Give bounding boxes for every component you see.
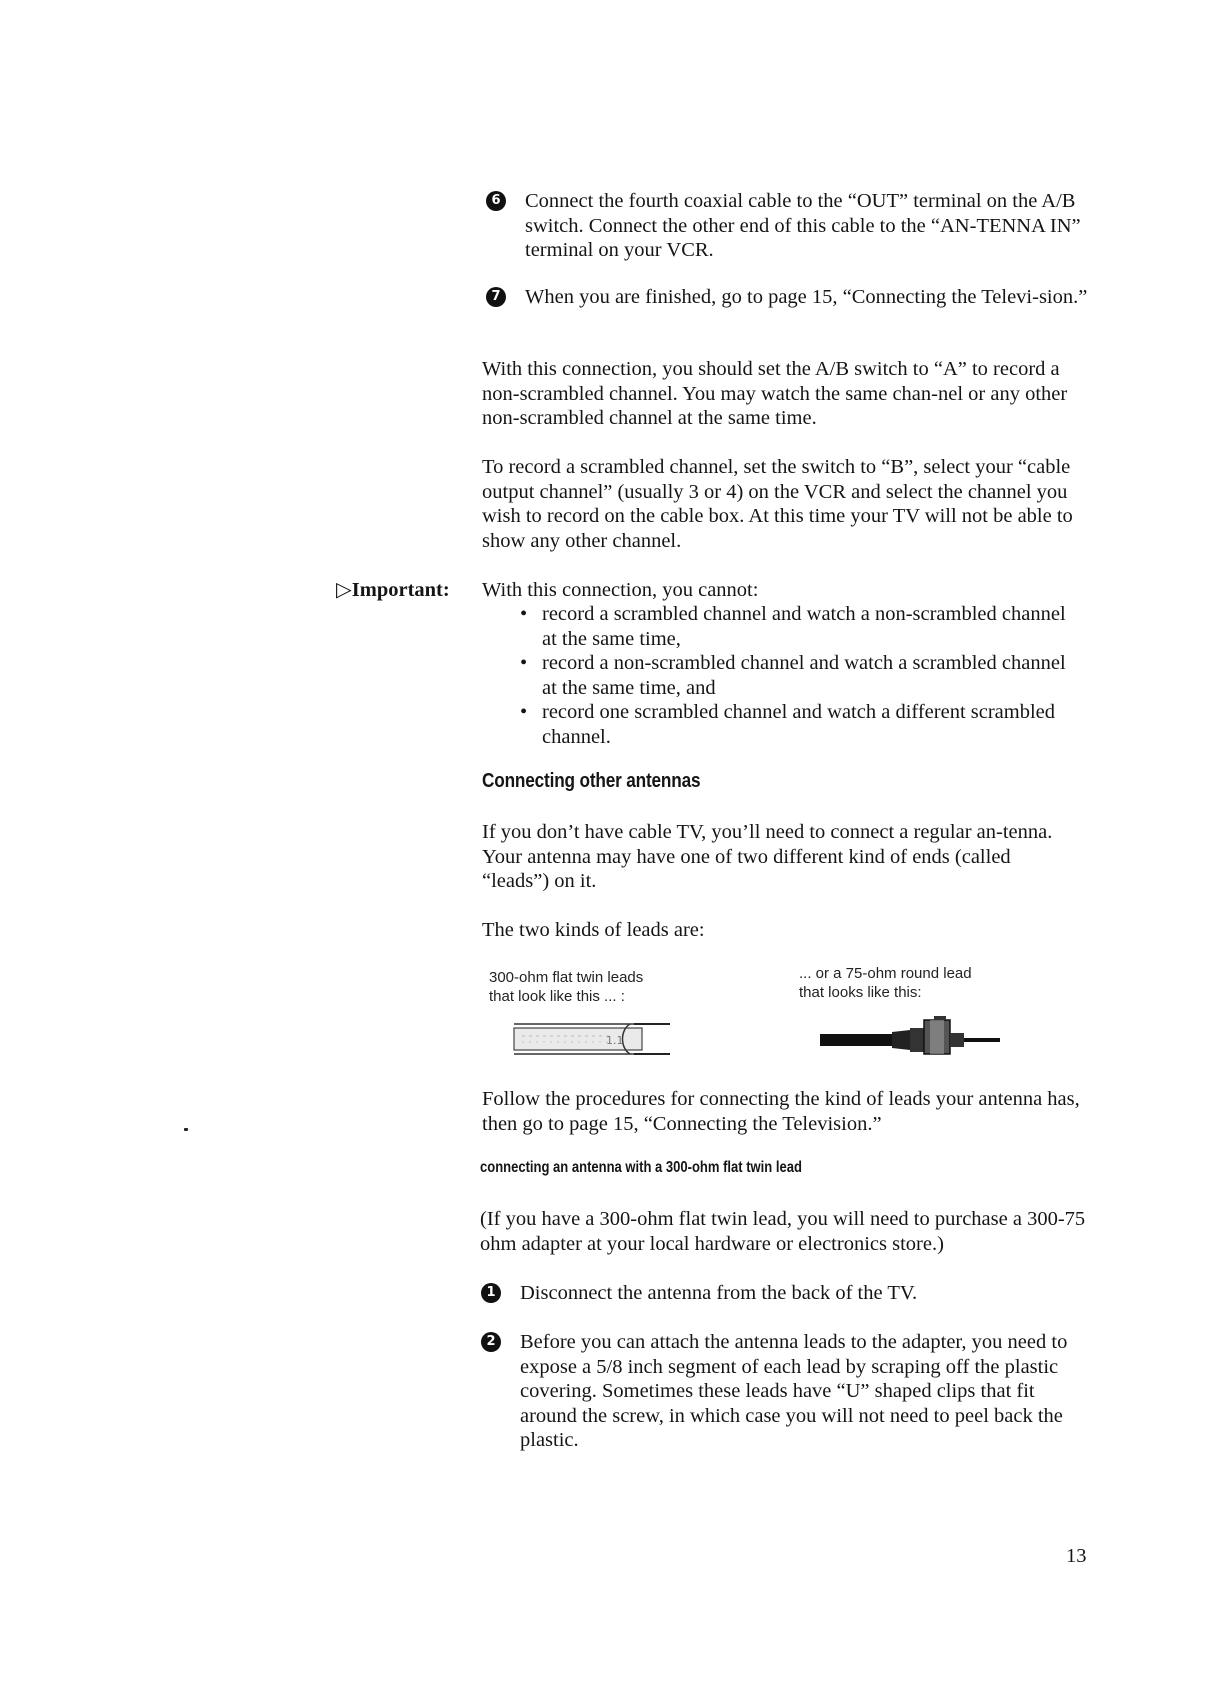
list-item: • record a scrambled channel and watch a non-scrambled channel at the same time, [520, 602, 1080, 651]
paragraph-scrambled: To record a scrambled channel, set the switch to “B”, select your “cable output channel” (usually 3 or 4) on the VCR and select the channel you wish to record on the cable box. At this time your TV will not be able to show any other channel. [482, 456, 1073, 552]
step-number-badge: 2 [481, 1332, 501, 1352]
step-number-badge: 1 [481, 1283, 501, 1303]
paragraph-follow: Follow the procedures for connecting the kind of leads your antenna has, then go to page 15, “Connecting the Television.” [482, 1088, 1080, 1135]
step-text: Before you can attach the antenna leads to the adapter, you need to expose a 5/8 inch segment of each lead by scraping off the plastic covering. Sometimes these leads have “U” shaped clips that fit around the screw, in which case you will not need to peel back the plastic. [520, 1331, 1068, 1451]
paragraph-no-cable: If you don’t have cable TV, you’ll need to connect a regular an-tenna. Your antenna may have one of two different kind of ends (called “leads”) on it. [482, 821, 1053, 892]
round-coax-lead-illustration [818, 1014, 1003, 1060]
flat-twin-lead-illustration [512, 1016, 672, 1060]
caption-line: that look like this ... : [489, 988, 625, 1005]
paragraph-ab-switch: With this connection, you should set the A/B switch to “A” to record a non-scrambled channel. You may watch the same chan-nel or any other non-scrambled channel at the same time. [482, 358, 1068, 429]
stray-mark [184, 1128, 188, 1131]
important-intro: With this connection, you cannot: [482, 579, 759, 601]
caption-line: ... or a 75-ohm round lead [799, 965, 972, 982]
caption-round-lead [799, 964, 972, 1002]
step-text: Disconnect the antenna from the back of the TV. [520, 1282, 918, 1304]
step-text: Connect the fourth coaxial cable to the “OUT” terminal on the A/B switch. Connect the other end of this cable to the “AN-TENNA IN” terminal on your VCR. [525, 190, 1081, 261]
list-item: • record a non-scrambled channel and watch a scrambled channel at the same time, and [520, 651, 1080, 700]
step-text: When you are finished, go to page 15, “Connecting the Televi-sion.” [525, 286, 1088, 308]
section-heading: Connecting other antennas [482, 770, 701, 792]
step-number-badge: 7 [486, 287, 506, 307]
caption-flat-lead [489, 968, 643, 1006]
list-item: • record one scrambled channel and watch a different scrambled channel. [520, 700, 1080, 749]
caption-line: that looks like this: [799, 984, 922, 1001]
svg-text:1.1: 1.1 [606, 1034, 624, 1047]
paragraph-adapter: (If you have a 300-ohm flat twin lead, you will need to purchase a 300-75 ohm adapter at your local hardware or electronics store.) [480, 1208, 1086, 1255]
important-label: ▷Important: [336, 579, 450, 601]
step-number-badge: 6 [486, 191, 506, 211]
subsection-heading: connecting an antenna with a 300-ohm flat twin lead [480, 1159, 802, 1176]
caption-line: 300-ohm flat twin leads [489, 969, 644, 986]
page-number: 13 [1066, 1545, 1087, 1567]
paragraph-two-kinds: The two kinds of leads are: [482, 919, 705, 941]
important-list [520, 602, 1080, 749]
